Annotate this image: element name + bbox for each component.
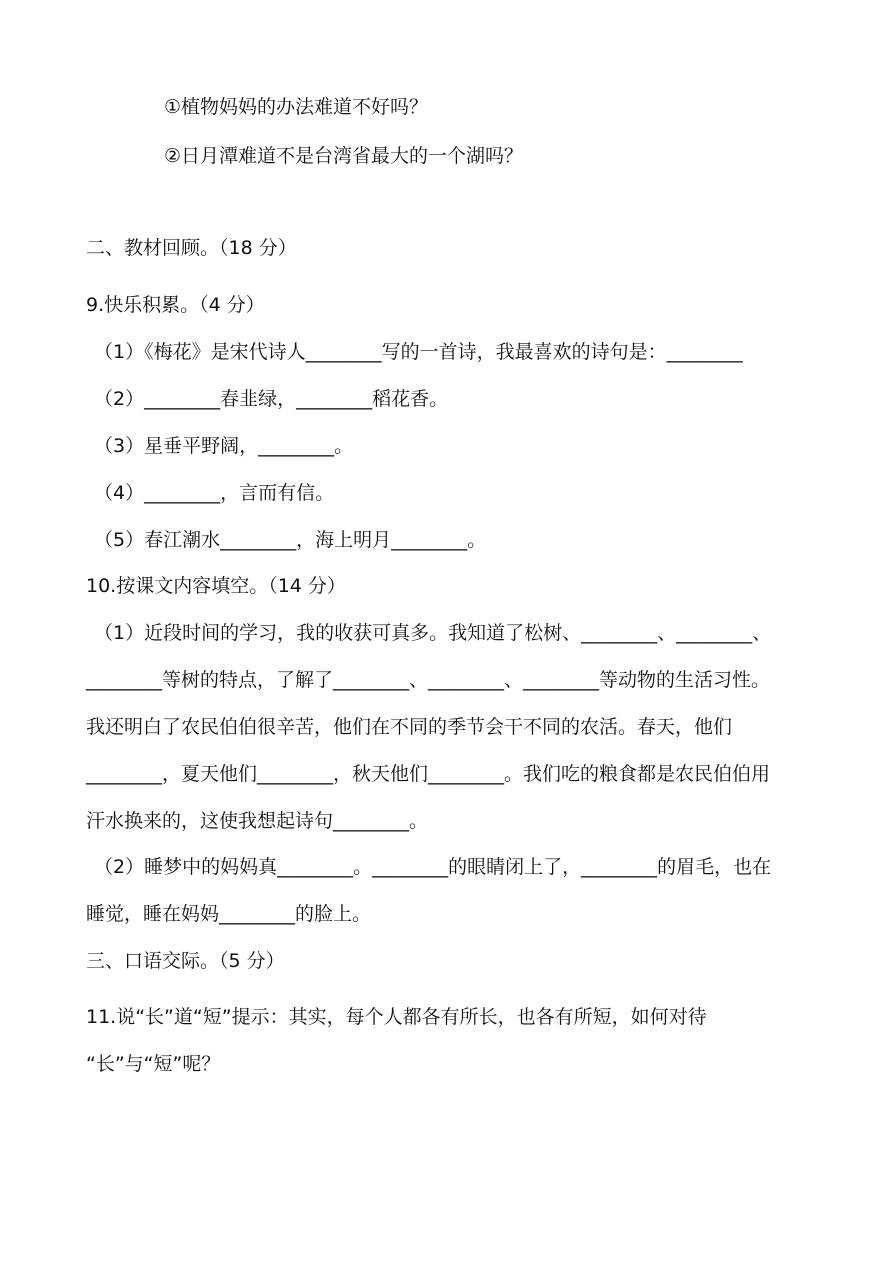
question-10-part-1-line-3: 我还明白了农民伯伯很辛苦，他们在不同的季节会干不同的农活。春天，他们 (86, 716, 733, 738)
question-10-part-1-line-2: ________等树的特点，了解了________、________、________等动物的生活习性。 (86, 669, 771, 691)
question-9-title: 9.快乐积累。（4 分） (86, 294, 265, 316)
question-9-item-5: （5）春江潮水________，海上明月________。 (94, 529, 487, 551)
question-9-item-2: （2）________春韭绿，________稻花香。 (94, 388, 449, 410)
question-11-line-2: “长”与“短”呢？ (86, 1053, 221, 1075)
question-10-part-1-line-1: （1）近段时间的学习，我的收获可真多。我知道了松树、________、________、 (94, 622, 772, 644)
rhetorical-question-1: ①植物妈妈的办法难道不好吗？ (164, 96, 429, 118)
section-heading-2: 二、教材回顾。（18 分） (86, 237, 297, 259)
question-10-part-2-line-1: （2）睡梦中的妈妈真________。________的眼睛闭上了，________的眉毛，也在 (94, 856, 772, 878)
question-10-part-1-line-4: ________，夏天他们________，秋天他们________。我们吃的粮食都是农民伯伯用 (86, 763, 771, 785)
question-9-item-4: （4）________，言而有信。 (94, 482, 335, 504)
question-11-line-1: 11.说“长”道“短”提示：其实，每个人都各有所长，也各有所短，如何对待 (86, 1006, 707, 1028)
question-9-item-1: （1）《梅花》是宋代诗人________写的一首诗，我最喜欢的诗句是：________ (94, 341, 743, 363)
question-10-part-2-line-2: 睡觉，睡在妈妈________的脸上。 (86, 903, 372, 925)
section-heading-3: 三、口语交际。（5 分） (86, 950, 285, 972)
question-9-item-3: （3）星垂平野阔，________。 (94, 435, 354, 457)
rhetorical-question-2: ②日月潭难道不是台湾省最大的一个湖吗？ (164, 145, 524, 167)
question-10-part-1-line-5: 汗水换来的，这使我想起诗句________。 (86, 810, 429, 832)
question-10-title: 10.按课文内容填空。（14 分） (86, 575, 346, 597)
